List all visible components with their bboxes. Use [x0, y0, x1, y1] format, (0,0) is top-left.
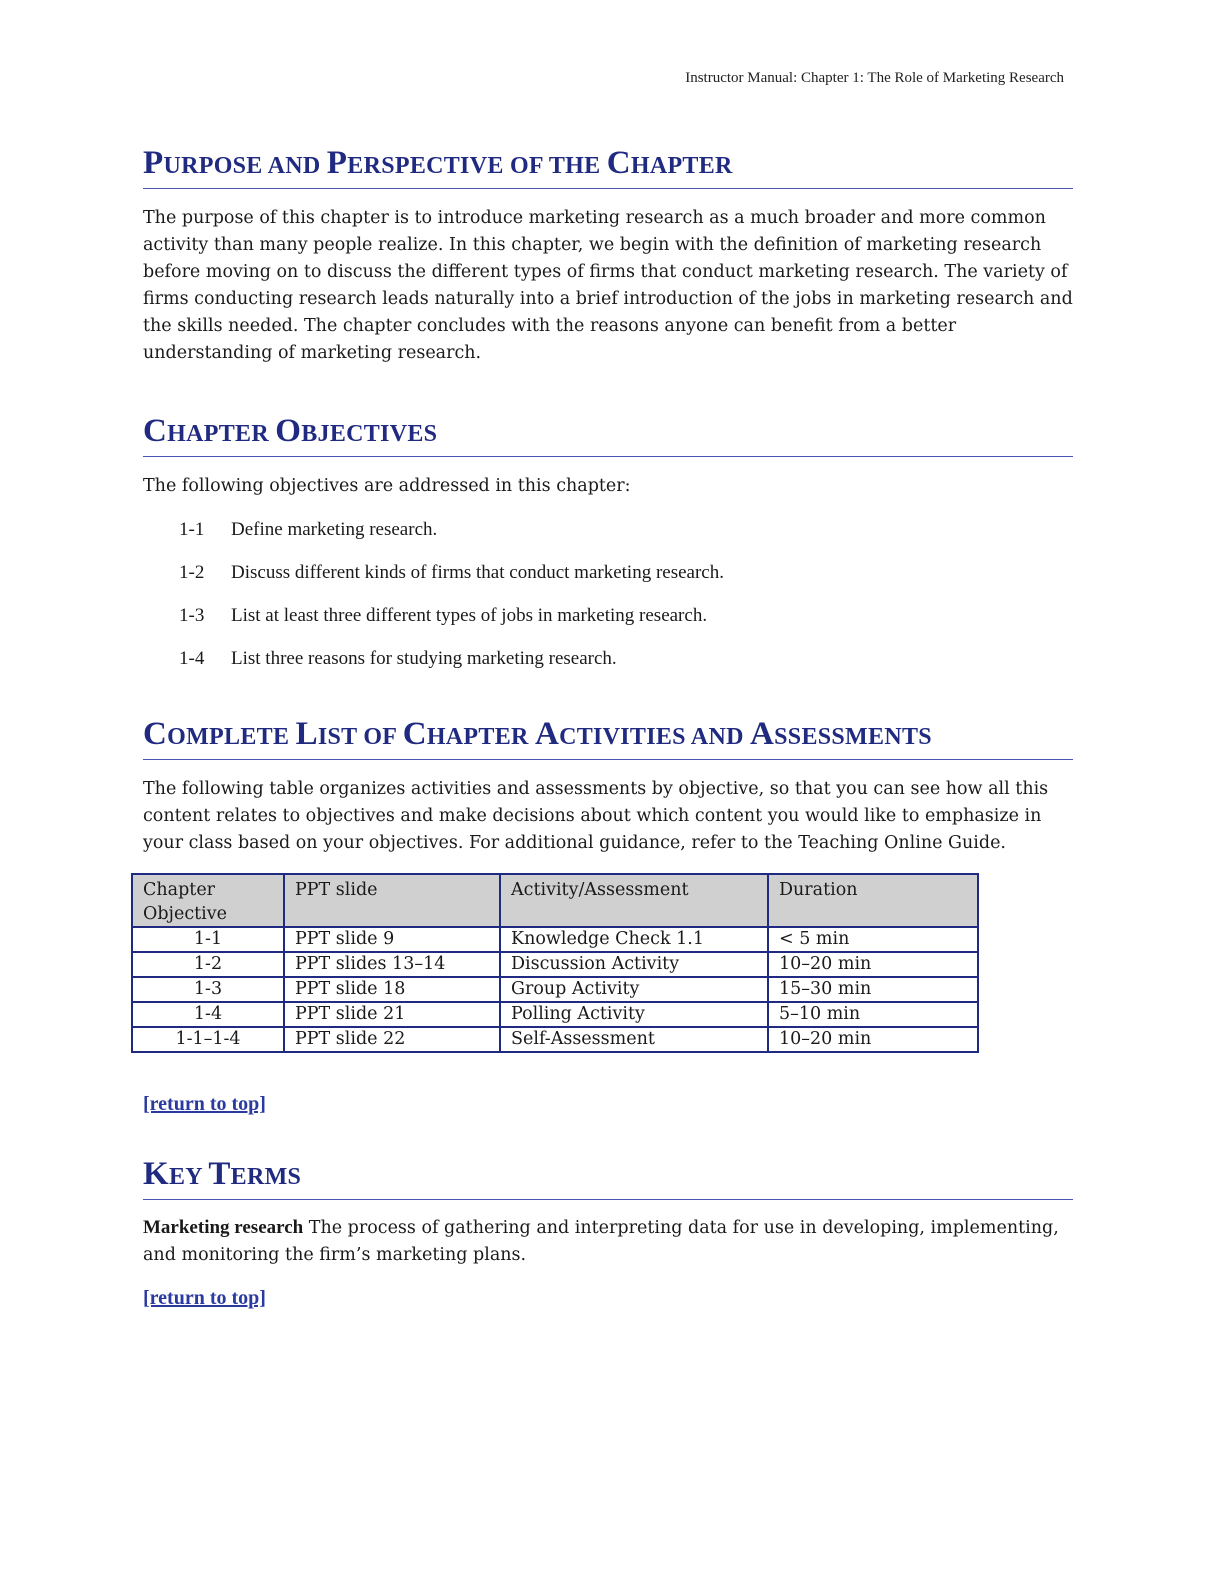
column-header: Activity/Assessment [500, 874, 768, 927]
running-header: Instructor Manual: Chapter 1: The Role of Marketing Research [685, 70, 1064, 86]
table-row: 1-1 PPT slide 9 Knowledge Check 1.1 < 5 min [132, 927, 978, 952]
activities-heading: COMPLETE LIST OF CHAPTER ACTIVITIES AND ASSESSMENTS [143, 716, 1073, 760]
return-to-top-link[interactable]: [return to top] [143, 1093, 266, 1115]
purpose-heading: PURPOSE AND PERSPECTIVE OF THE CHAPTER [143, 145, 1073, 189]
list-item: 1-4 List three reasons for studying marketing research. [179, 647, 617, 669]
objectives-heading: CHAPTER OBJECTIVES [143, 413, 1073, 457]
list-item: 1-1 Define marketing research. [179, 518, 438, 540]
table-row: 1-2 PPT slides 13–14 Discussion Activity 10–20 min [132, 952, 978, 977]
key-term-definition: Marketing research The process of gathering and interpreting data for use in developing, implementing, and monitoring the firm’s marketing plans. [143, 1217, 1059, 1265]
key-term: Marketing research [143, 1217, 304, 1238]
table-row: 1-3 PPT slide 18 Group Activity 15–30 min [132, 977, 978, 1002]
column-header: Duration [768, 874, 978, 927]
column-header: PPT slide [284, 874, 500, 927]
objectives-list [143, 508, 1073, 680]
column-header: Chapter Objective [132, 874, 284, 927]
table-row: 1-4 PPT slide 21 Polling Activity 5–10 min [132, 1002, 978, 1027]
list-item: 1-3 List at least three different types of jobs in marketing research. [179, 604, 708, 626]
activities-table [131, 873, 979, 1053]
key-terms-heading: KEY TERMS [143, 1156, 1073, 1200]
purpose-paragraph: The purpose of this chapter is to introduce marketing research as a much broader and more common activity than many people realize. In this chapter, we begin with the definition of marketing research before moving on to discuss the different types of firms that conduct marketing research. The variety of firms conducting research leads naturally into a brief introduction of the jobs in marketing research and the skills needed. The chapter concludes with the reasons anyone can benefit from a better understanding of marketing research. [143, 208, 1073, 363]
list-item: 1-2 Discuss different kinds of firms that conduct marketing research. [179, 561, 724, 583]
page-content [143, 145, 1073, 1310]
return-to-top-link[interactable]: [return to top] [143, 1287, 266, 1309]
table-row: 1-1–1-4 PPT slide 22 Self-Assessment 10–20 min [132, 1027, 978, 1052]
activities-intro: The following table organizes activities and assessments by objective, so that you can see how all this content relates to objectives and make decisions about which content you would like to emphasize in your class based on your objectives. For additional guidance, refer to the Teaching Online Guide. [143, 779, 1049, 853]
objectives-intro: The following objectives are addressed in this chapter: [143, 476, 631, 496]
